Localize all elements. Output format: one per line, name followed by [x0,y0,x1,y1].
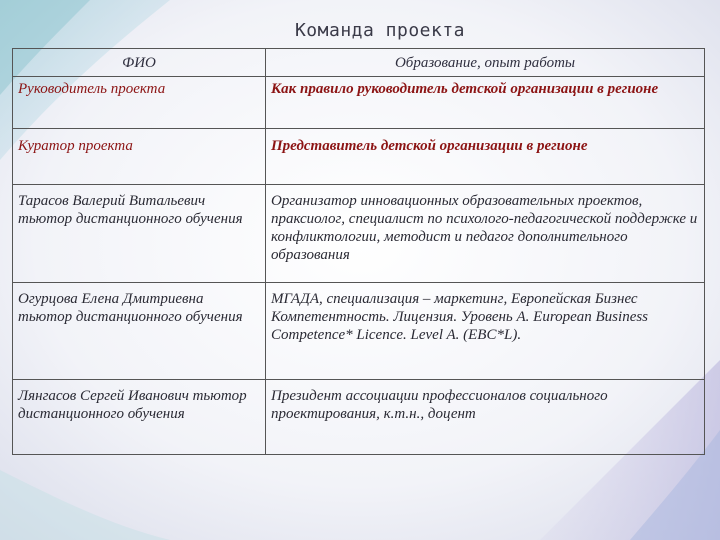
table-row [13,129,705,185]
table-row [13,283,705,380]
column-header-education: Образование, опыт работы [266,49,705,77]
name-cell: Тарасов Валерий Витальевич тьютор дистанционного обучения [13,185,266,283]
table-row [13,185,705,283]
description-cell: Президент ассоциации профессионалов социального проектирования, к.т.н., доцент [266,380,705,455]
description-cell: Организатор инновационных образовательных проектов, праксиолог, специалист по психолого-педагогической поддержке и конфликтологии, методист и педагог дополнительного образования [266,185,705,283]
name-cell: Лянгасов Сергей Иванович тьютор дистанционного обучения [13,380,266,455]
team-table [12,48,705,455]
table-header-row [13,49,705,77]
table-row [13,380,705,455]
role-cell: Руководитель проекта [13,77,266,129]
description-cell: Представитель детской организации в регионе [266,129,705,185]
column-header-name: ФИО [13,49,266,77]
name-cell: Огурцова Елена Дмитриевна тьютор дистанционного обучения [13,283,266,380]
description-cell: МГАДА, специализация – маркетинг, Европейская Бизнес Компетентность. Лицензия. Уровень А. European Business Competence* Licence. Level A. (EBC*L). [266,283,705,380]
slide-title: Команда проекта [294,20,466,41]
description-cell: Как правило руководитель детской организации в регионе [266,77,705,129]
role-cell: Куратор проекта [13,129,266,185]
table-row [13,77,705,129]
